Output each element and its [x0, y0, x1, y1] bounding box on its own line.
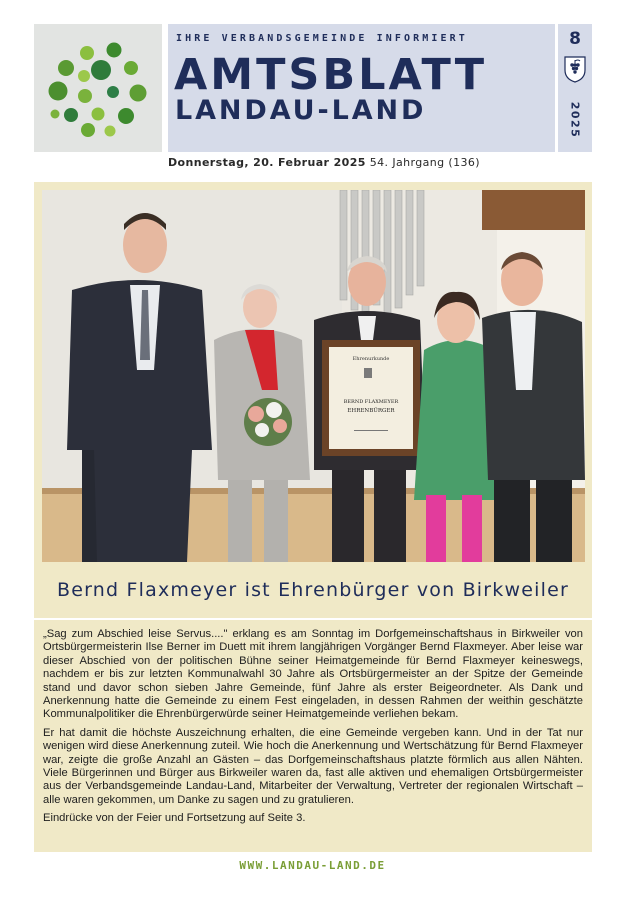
masthead-title-panel	[168, 24, 555, 152]
logo-panel	[34, 24, 162, 152]
article-panel	[34, 620, 592, 852]
certificate-honor: EHRENBÜRGER	[347, 408, 395, 414]
footer-website-link[interactable]: WWW.LANDAU-LAND.DE	[239, 859, 386, 872]
grape-crest-icon	[564, 56, 586, 83]
certificate-title: Ehrenurkunde	[352, 356, 390, 362]
feature-headline: Bernd Flaxmeyer ist Ehrenbürger von Birkweiler	[56, 579, 569, 601]
dateline	[168, 156, 480, 169]
issue-year: 2025	[568, 101, 582, 139]
masthead-kicker: IHRE VERBANDSGEMEINDE INFORMIERT	[176, 33, 468, 44]
certificate-frame	[322, 340, 420, 456]
ceremony-photo	[42, 190, 585, 562]
issue-panel	[558, 24, 592, 152]
dot-cluster-logo-icon	[34, 24, 162, 152]
publication-date: Donnerstag, 20. Februar 2025	[168, 156, 366, 169]
article-paragraph: „Sag zum Abschied leise Servus...." erklang es am Sonntag im Dorfgemeinschaftshaus in Birkweiler von Ortsbürgermeisterin Ilse Berner im Duett mit ihrem langjährigen Vorgänger Bernd Flaxmeyer. Aber leise war dieser Abschied von der politischen Bühne seiner Heimatgemeinde für Bernd Flaxmeyer keineswegs, nachdem er bis zur letzten Kommunalwahl 30 Jahre als Ortsbürgermeister an der Spitze der Gemeinde stand und davor schon sieben Jahre Gemeinde, fünf Jahre als erster Beigeordneter. Als Dank und Anerkennung hatte die Gemeinde zu einem Fest eingeladen, in dessen Rahmen der weithin geschätzte Kommunalpolitiker die Ehrenbürgerwürde seiner Heimatgemeinde verliehen bekam.	[43, 628, 583, 721]
issue-number: 8	[569, 29, 581, 49]
article-paragraph: Eindrücke von der Feier und Fortsetzung auf Seite 3.	[43, 812, 306, 825]
masthead-title: AMTSBLATT	[174, 50, 488, 100]
certificate-name: BERND FLAXMEYER	[343, 399, 399, 405]
article-paragraph: Er hat damit die höchste Auszeichnung erhalten, die eine Gemeinde vergeben kann. Und in der Tat nur wenigen wird diese Anerkennung zuteil. Wie hoch die Anerkennung und Wertschätzung für Bernd Flaxmeyer war, zeigte die große Anzahl an Gästen – das Dorfgemeinschaftshaus platzte förmlich aus allen Nähten. Viele Bürgerinnen und Bürger aus Birkweiler waren da, fast alle aktiven und ehemaligen Ortsbürgermeister aus der Verbandsgemeinde Landau-Land, Mitarbeiter der Verwaltung, Vertreter der regionalen Wirtschaft – alle waren gekommen, um Danke zu sagen und zu gratulieren.	[43, 726, 583, 806]
masthead-subtitle: LANDAU-LAND	[175, 95, 427, 126]
volume-info: 54. Jahrgang (136)	[369, 156, 480, 169]
